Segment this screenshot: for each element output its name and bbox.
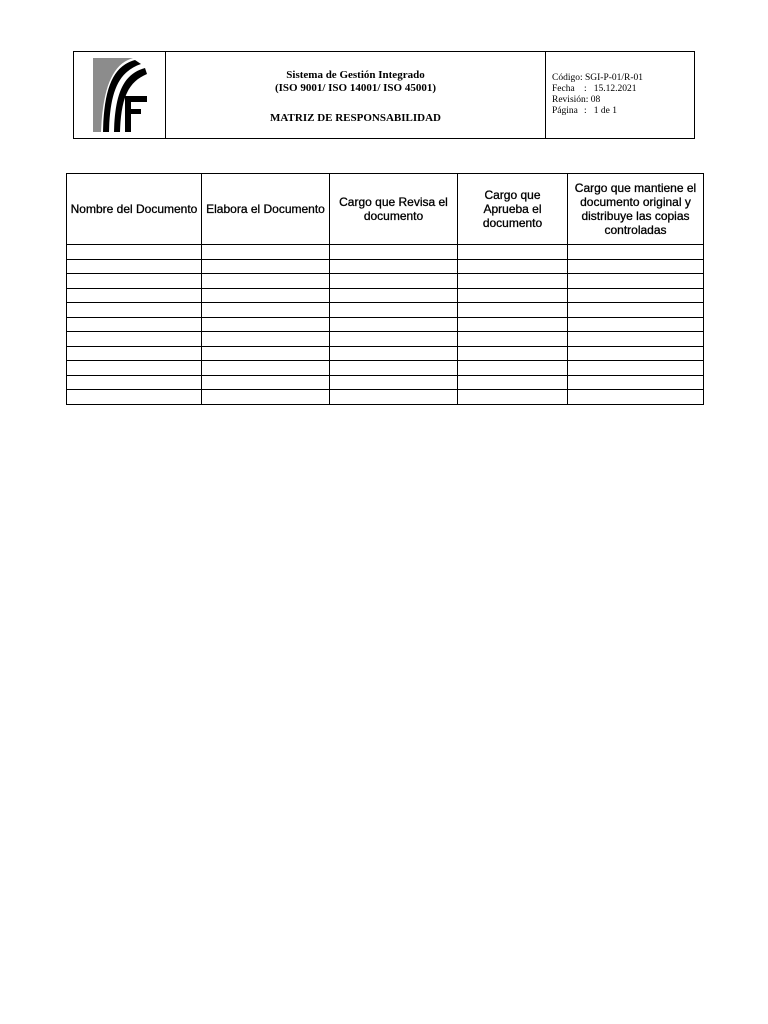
table-cell[interactable] <box>67 390 202 405</box>
pagina-label: Página <box>552 106 578 116</box>
meta-fecha <box>552 84 694 95</box>
table-cell[interactable] <box>568 288 704 303</box>
column-header: Cargo que mantiene el documento original y distribuye las copias controladas <box>568 174 704 245</box>
table-row <box>67 303 704 318</box>
codigo-value: SGI-P-01/R-01 <box>585 73 644 83</box>
table-cell[interactable] <box>330 303 458 318</box>
table-row <box>67 317 704 332</box>
table-body <box>67 245 704 405</box>
meta-revision <box>552 95 694 106</box>
column-header: Nombre del Documento <box>67 174 202 245</box>
table-cell[interactable] <box>202 303 330 318</box>
table-cell[interactable] <box>458 288 568 303</box>
table-row <box>67 346 704 361</box>
title-cell <box>166 52 546 138</box>
table-cell[interactable] <box>330 346 458 361</box>
table-cell[interactable] <box>568 346 704 361</box>
table-cell[interactable] <box>458 346 568 361</box>
table-cell[interactable] <box>458 245 568 260</box>
table-cell[interactable] <box>67 317 202 332</box>
table-cell[interactable] <box>330 375 458 390</box>
table-cell[interactable] <box>330 332 458 347</box>
table-cell[interactable] <box>67 375 202 390</box>
table-row <box>67 245 704 260</box>
table-cell[interactable] <box>202 259 330 274</box>
pagina-value: : 1 de 1 <box>584 106 617 116</box>
table-cell[interactable] <box>568 303 704 318</box>
table-cell[interactable] <box>330 274 458 289</box>
table-cell[interactable] <box>458 317 568 332</box>
table-cell[interactable] <box>67 346 202 361</box>
iso-standards: (ISO 9001/ ISO 14001/ ISO 45001) <box>274 82 437 94</box>
logo-cell <box>74 52 166 138</box>
document-header <box>73 51 695 139</box>
revision-label: Revisión: <box>552 95 589 105</box>
column-header: Cargo que Revisa el documento <box>330 174 458 245</box>
table-row <box>67 390 704 405</box>
table-row <box>67 288 704 303</box>
table-row <box>67 375 704 390</box>
table-cell[interactable] <box>67 245 202 260</box>
fecha-value: : 15.12.2021 <box>584 84 637 94</box>
table-cell[interactable] <box>458 375 568 390</box>
table-cell[interactable] <box>568 259 704 274</box>
table-cell[interactable] <box>67 303 202 318</box>
table-row <box>67 332 704 347</box>
column-header: Elabora el Documento <box>202 174 330 245</box>
table-header-row <box>67 174 704 245</box>
fecha-label: Fecha <box>552 84 575 94</box>
table-cell[interactable] <box>330 245 458 260</box>
table-cell[interactable] <box>568 245 704 260</box>
table-row <box>67 274 704 289</box>
table-cell[interactable] <box>330 390 458 405</box>
table-cell[interactable] <box>568 332 704 347</box>
table-cell[interactable] <box>458 332 568 347</box>
table-cell[interactable] <box>202 332 330 347</box>
table-cell[interactable] <box>330 361 458 376</box>
table-cell[interactable] <box>67 259 202 274</box>
table-cell[interactable] <box>568 317 704 332</box>
table-cell[interactable] <box>67 361 202 376</box>
table-cell[interactable] <box>330 288 458 303</box>
table-row <box>67 259 704 274</box>
table-cell[interactable] <box>458 390 568 405</box>
table-cell[interactable] <box>202 245 330 260</box>
table-cell[interactable] <box>67 332 202 347</box>
codigo-label: Código: <box>552 73 583 83</box>
table-cell[interactable] <box>202 317 330 332</box>
responsibility-matrix-table <box>66 173 704 405</box>
table-cell[interactable] <box>202 361 330 376</box>
system-name: Sistema de Gestión Integrado <box>286 69 425 81</box>
revision-value: 08 <box>590 95 601 105</box>
table-row <box>67 361 704 376</box>
table-cell[interactable] <box>458 361 568 376</box>
meta-codigo <box>552 73 694 84</box>
meta-pagina <box>552 106 694 117</box>
table-cell[interactable] <box>330 259 458 274</box>
table-cell[interactable] <box>202 274 330 289</box>
table-cell[interactable] <box>202 375 330 390</box>
table-cell[interactable] <box>458 259 568 274</box>
table-cell[interactable] <box>67 288 202 303</box>
table-cell[interactable] <box>330 317 458 332</box>
table-cell[interactable] <box>568 390 704 405</box>
table-cell[interactable] <box>202 346 330 361</box>
document-title: MATRIZ DE RESPONSABILIDAD <box>270 112 441 124</box>
table-cell[interactable] <box>568 361 704 376</box>
table-cell[interactable] <box>568 274 704 289</box>
table-cell[interactable] <box>202 288 330 303</box>
column-header: Cargo que Aprueba el documento <box>458 174 568 245</box>
table-cell[interactable] <box>67 274 202 289</box>
document-meta <box>546 52 694 138</box>
table-cell[interactable] <box>202 390 330 405</box>
company-logo-icon <box>91 56 149 134</box>
table-cell[interactable] <box>458 303 568 318</box>
table-cell[interactable] <box>458 274 568 289</box>
table-cell[interactable] <box>568 375 704 390</box>
